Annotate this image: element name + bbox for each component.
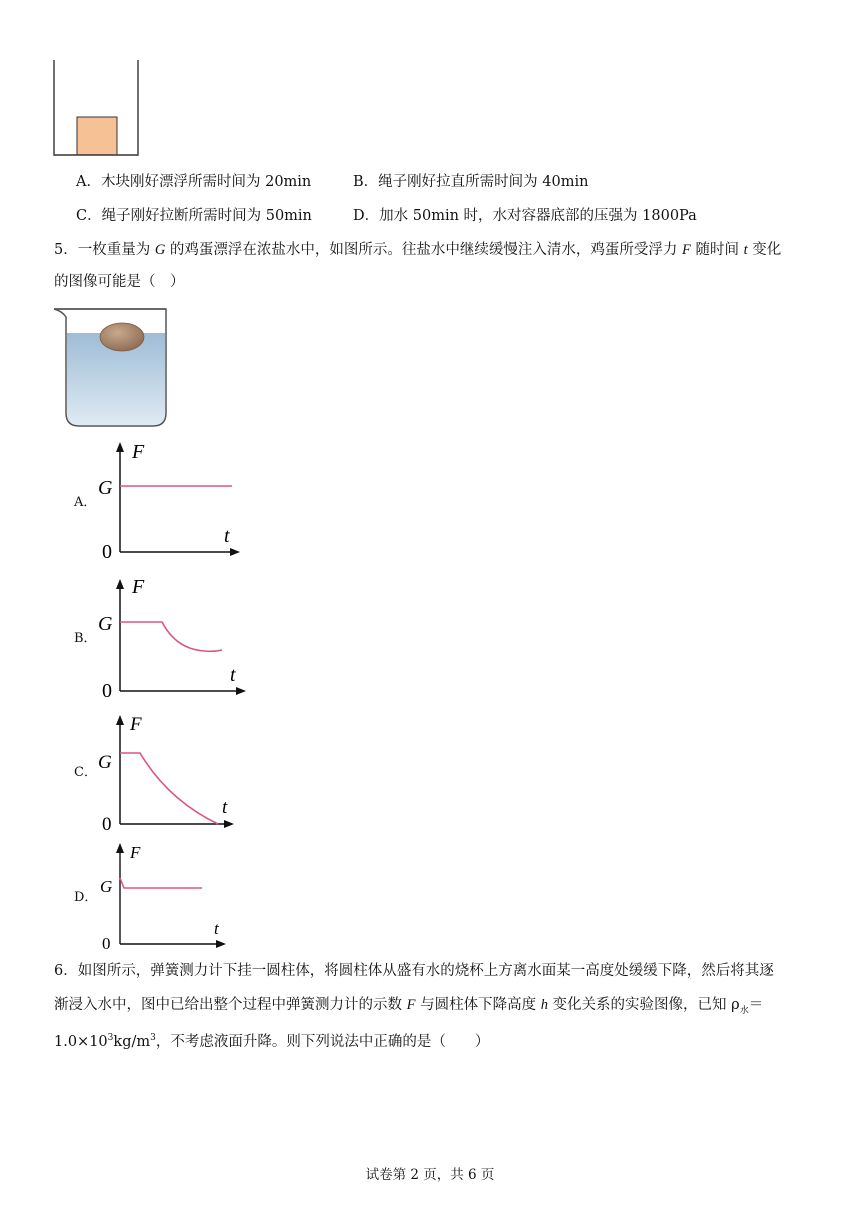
q4-option-d[interactable]: D．加水 50min 时，水对容器底部的压强为 1800Pa bbox=[353, 208, 697, 224]
q4-option-b[interactable]: B．绳子刚好拉直所需时间为 40min bbox=[353, 174, 589, 190]
graph-a-x-label: t bbox=[224, 525, 230, 547]
graph-d-g-label: G bbox=[100, 877, 113, 896]
q5-option-a-label[interactable]: A． bbox=[74, 495, 97, 510]
q5-stem-line1: 5．一枚重量为 G 的鸡蛋漂浮在浓盐水中，如图所示。往盐水中继续缓慢注入清水，鸡蛋所受浮力 F 随时间 t 变化 bbox=[54, 242, 782, 258]
graph-b-y-label: F bbox=[132, 576, 145, 598]
wood-block bbox=[77, 117, 117, 155]
q5-stem-line2: 的图像可能是（ ） bbox=[54, 274, 185, 290]
container-with-block-figure bbox=[48, 55, 144, 160]
graph-c-x-label: t bbox=[222, 797, 228, 818]
graph-a-y-label: F bbox=[132, 441, 145, 463]
q6-stem-line1: 6．如图所示，弹簧测力计下挂一圆柱体，将圆柱体从盛有水的烧杯上方离水面某一高度处缓缓下降，然后将其逐 bbox=[54, 963, 774, 979]
graph-c-g-label: G bbox=[98, 752, 112, 773]
graph-a-g-label: G bbox=[98, 477, 113, 499]
graph-b-origin: 0 bbox=[102, 680, 112, 699]
q6-stem-line3: $1.0\times 10^3kg/m^3$，不考虑液面升降。则下列说法中正确的是（ ） bbox=[54, 1033, 490, 1050]
graph-b-x-label: t bbox=[230, 664, 236, 686]
page-footer: 试卷第 2 页，共 6 页 bbox=[365, 1167, 495, 1183]
q6-stem-line2: 渐浸入水中，图中已给出整个过程中弹簧测力计的示数 F 与圆柱体下降高度 h 变化关系的实验图像，已知 $\rho_水=$ bbox=[54, 997, 764, 1016]
graph-c-origin: 0 bbox=[102, 814, 112, 832]
graph-d-origin: 0 bbox=[102, 934, 111, 950]
graph-c-curve bbox=[120, 753, 218, 824]
q5-option-d-label[interactable]: D． bbox=[74, 890, 98, 905]
graph-c[interactable] bbox=[96, 710, 241, 832]
egg bbox=[100, 323, 144, 351]
q4-option-a[interactable]: A．木块刚好漂浮所需时间为 20min bbox=[76, 174, 312, 190]
graph-a[interactable] bbox=[96, 438, 246, 563]
graph-b[interactable] bbox=[96, 574, 251, 699]
graph-d-x-label: t bbox=[214, 919, 219, 938]
beaker-egg-figure bbox=[52, 303, 174, 429]
graph-d[interactable] bbox=[96, 840, 236, 950]
graph-d-curve bbox=[120, 878, 202, 888]
q5-option-c-label[interactable]: C． bbox=[74, 765, 97, 780]
graph-b-curve bbox=[120, 622, 222, 651]
q5-option-b-label[interactable]: B． bbox=[74, 631, 97, 646]
q4-option-c[interactable]: C．绳子刚好拉断所需时间为 50min bbox=[76, 208, 312, 224]
graph-d-y-label: F bbox=[130, 843, 141, 862]
graph-a-origin: 0 bbox=[102, 541, 112, 563]
graph-b-g-label: G bbox=[98, 613, 113, 635]
graph-c-y-label: F bbox=[130, 714, 142, 735]
